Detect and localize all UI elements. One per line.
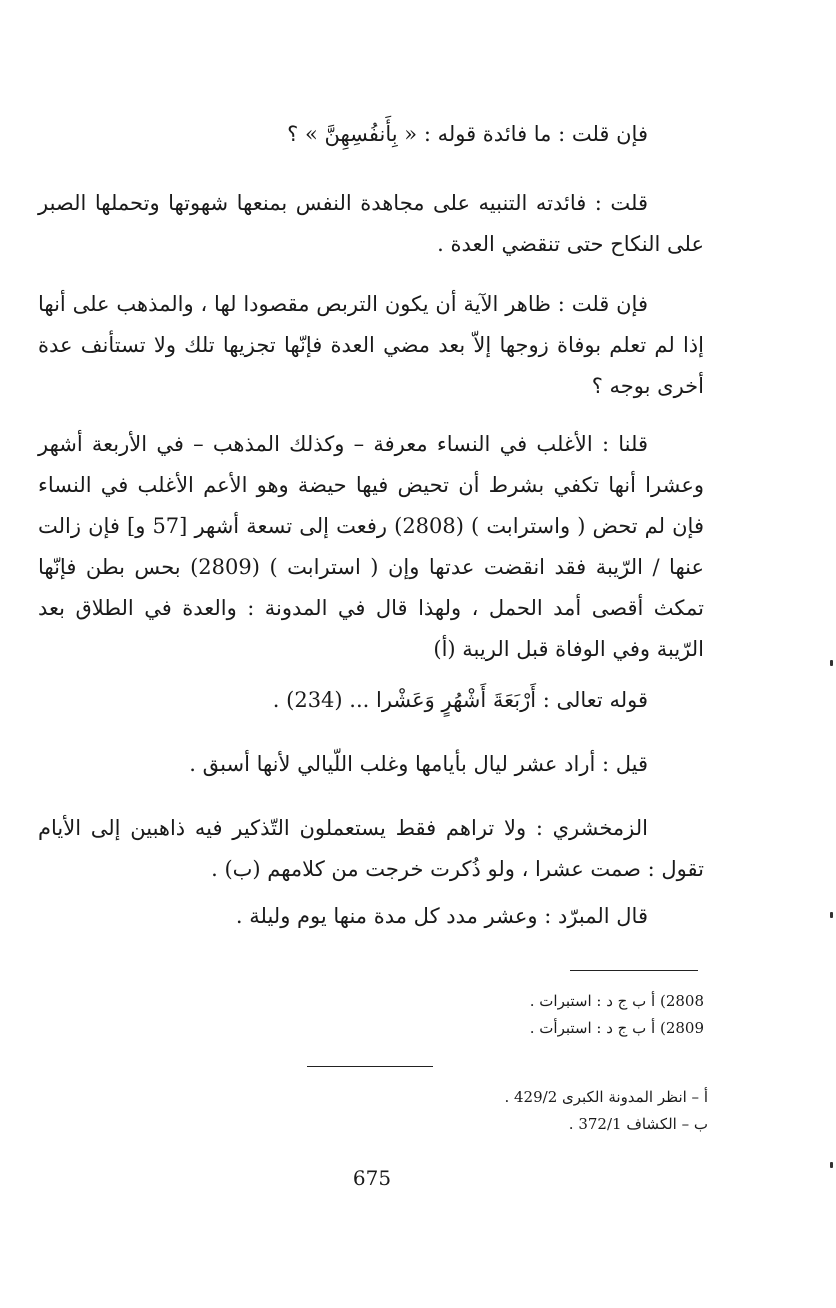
scan-mark [830, 660, 833, 666]
scan-mark [830, 1162, 833, 1168]
verse-text: قوله تعالى : أَرْبَعَةَ أَشْهُرٍ وَعَشْرا ... (234) . [272, 688, 648, 712]
paragraph-text: فإن قلت : ما فائدة قوله : « بِأَنفُسِهِنَّ » ؟ [287, 122, 648, 146]
footnote-separator [570, 970, 698, 971]
paragraph-text: قيل : أراد عشر ليال بأيامها وغلب اللّيالي لأنها أسبق . [189, 752, 648, 776]
variant-footnotes [284, 988, 704, 1042]
footnote-separator [307, 1066, 433, 1067]
paragraph-2 [38, 183, 704, 265]
paragraph-text: قال المبرّد : وعشر مدد كل مدة منها يوم وليلة . [235, 904, 648, 928]
paragraph-text: قلنا : الأغلب في النساء معرفة – وكذلك المذهب – في الأربعة أشهر وعشرا أنها تكفي بشرط أن تحيض فيها حيضة وهو الأعم الأغلب في النساء فإن لم تحض ( واسترابت ) (2808) رفعت إلى تسعة أشهر [57 و] فإن زالت عنها / الرّيبة فقد انقضت عدتها وإن ( استرابت ) (2809) بحس بطن فإنّها تمكث أقصى أمد الحمل ، ولهذا قال في المدونة : والعدة في الطلاق بعد الرّيبة وفي الوفاة قبل الريبة (أ) [38, 432, 704, 661]
footnote-a: أ – انظر المدونة الكبرى 429/2 . [504, 1088, 708, 1106]
page-number: 675 [352, 1166, 392, 1190]
source-footnotes [288, 1084, 708, 1138]
paragraph-6 [38, 744, 704, 785]
paragraph-5-verse [38, 680, 704, 721]
paragraph-text: الزمخشري : ولا تراهم فقط يستعملون التّذكير فيه ذاهبين إلى الأيام تقول : صمت عشرا ، ولو ذُكرت خرجت من كلامهم (ب) . [38, 816, 704, 881]
footnote-b: ب – الكشاف 372/1 . [568, 1115, 708, 1133]
footnote-2808: 2808) أ ب ج د : استبرات . [529, 992, 704, 1010]
paragraph-text: قلت : فائدته التنبيه على مجاهدة النفس بمنعها شهوتها وتحملها الصبر على النكاح حتى تنقضي العدة . [38, 191, 704, 256]
footnote-2809: 2809) أ ب ج د : استبرأت . [529, 1019, 704, 1037]
scan-mark [830, 912, 833, 918]
paragraph-7 [38, 808, 704, 890]
paragraph-4 [38, 424, 704, 670]
paragraph-text: فإن قلت : ظاهر الآية أن يكون التربص مقصودا لها ، والمذهب على أنها إذا لم تعلم بوفاة زوجها إلاّ بعد مضي العدة فإنّها تجزيها تلك ولا تستأنف عدة أخرى بوجه ؟ [38, 292, 704, 398]
paragraph-1 [38, 114, 704, 155]
paragraph-3 [38, 284, 704, 407]
paragraph-8 [38, 896, 704, 937]
